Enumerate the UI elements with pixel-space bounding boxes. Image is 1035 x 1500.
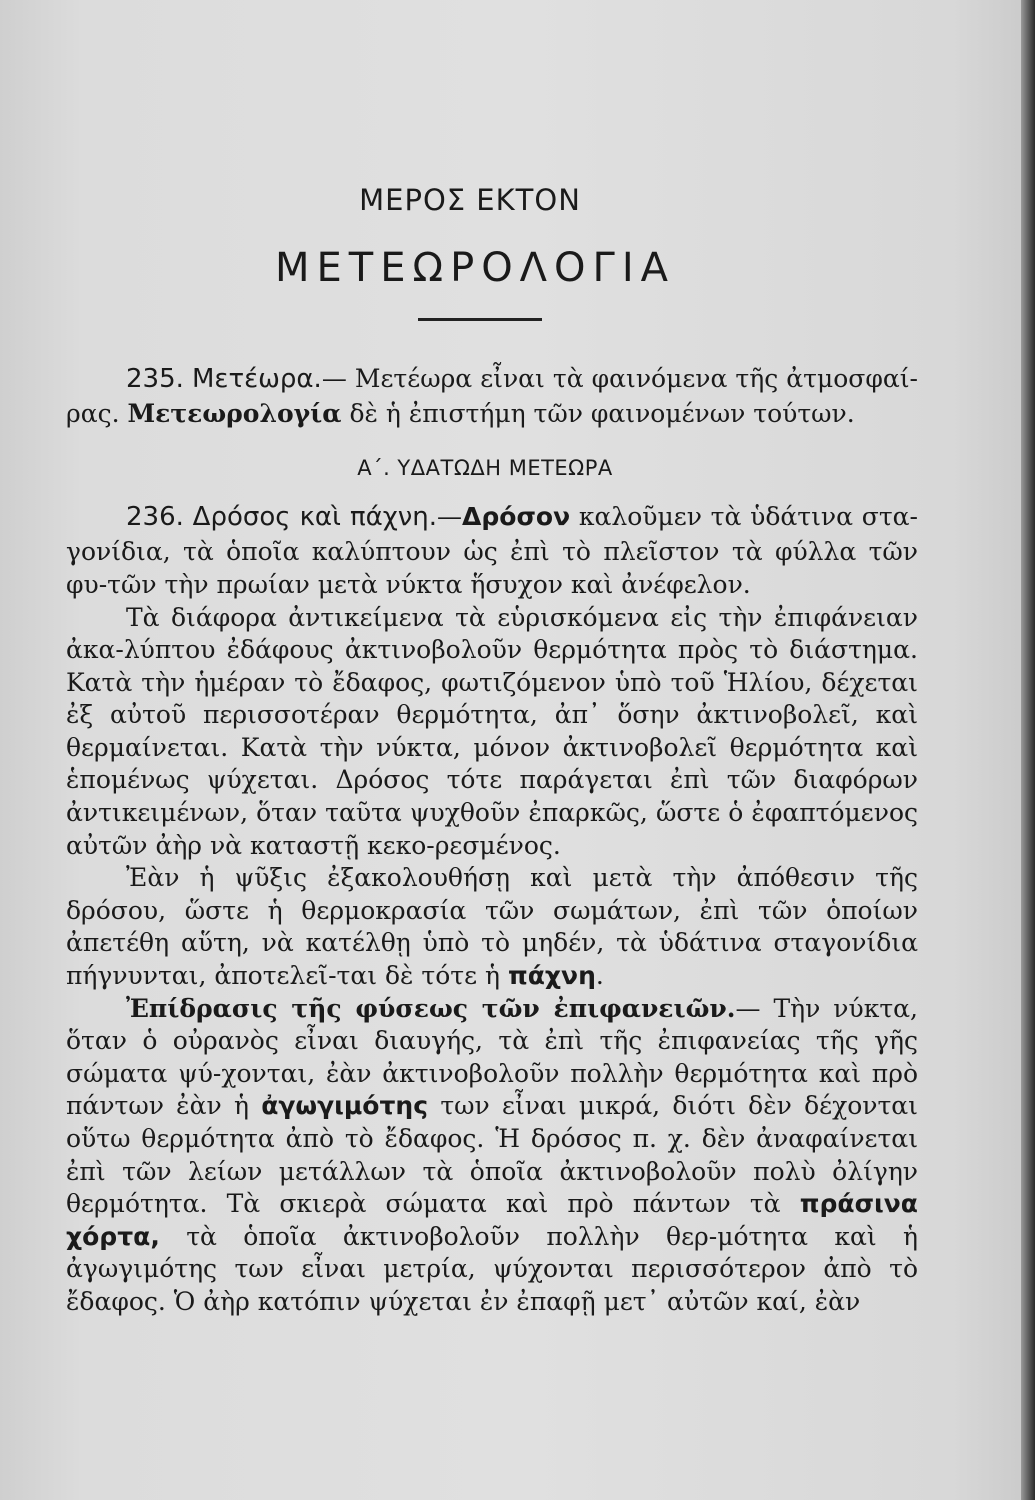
paragraph-frost [66, 862, 918, 992]
paragraph-text: καλοῦμεν τὰ ὑδάτινα στα-γονίδια, τὰ ὁποῖα καλύπτουν ὡς ἐπὶ τὸ πλεῖστον τὰ φύλλα τῶν φυ-τῶν τὴν πρωίαν μετὰ νύκτα ἥσυχον καὶ ἀνέφελον. [66, 502, 918, 599]
term-green-grass: πράσινα χόρτα, [66, 1189, 918, 1251]
paragraph-235 [66, 362, 918, 430]
paragraph-radiation: Τὰ διάφορα ἀντικείμενα τὰ εὑρισκόμενα εἰς τὴν ἐπιφάνειαν ἀκα-λύπτου ἐδάφους ἀκτινοβολοῦν θερμότητα πρὸς τὸ διάστημα. Κατὰ τὴν ἡμέραν τὸ ἔδαφος, φωτιζόμενον ὑπὸ τοῦ Ἡλίου, δέχεται ἐξ αὐτοῦ περισσοτέραν θερμότητα, ἀπ᾿ ὅσην ἀκτινοβολεῖ, καὶ θερμαίνεται. Κατὰ τὴν νύκτα, μόνον ἀκτινοβολεῖ θερμότητα καὶ ἑπομένως ψύχεται. Δρόσος τότε παράγεται ἐπὶ τῶν διαφόρων ἀντικειμένων, ὅταν ταῦτα ψυχθοῦν ἐπαρκῶς, ὥστε ὁ ἐφαπτόμενος αὐτῶν ἀὴρ νὰ καταστῇ κεκο-ρεσμένος. [66, 602, 918, 860]
page-edge-shadow [1021, 0, 1035, 1500]
term-meteorology: Μετεωρολογία [127, 398, 342, 428]
paragraph-number: 235. [126, 364, 184, 394]
main-title: ΜΕΤΕΩΡΟΛΟΓΙΑ [275, 245, 675, 291]
term-dew: Δρόσον [462, 502, 571, 531]
paragraph-number: 236. [126, 502, 184, 532]
paragraph-title: Δρόσος καὶ πάχνη. [192, 502, 438, 532]
term-conductivity: ἀγωγιμότης [261, 1091, 429, 1121]
paragraph-text: των εἶναι μικρά, διότι δὲν δέχονται οὕτω θερμότητα ἀπὸ τὸ ἔδαφος. Ἡ δρόσος π. χ. δὲν ἀναφαίνεται ἐπὶ τῶν λείων μετάλλων τὰ ὁποῖα ἀκτινοβολοῦν πολὺ ὀλίγην θερμότητα. Τὰ σκιερὰ σώματα καὶ πρὸ πάντων τὰ [66, 1091, 918, 1219]
paragraph-text: — Μετέωρα εἶναι τὰ φαινόμενα τῆς ἀτμοσφαί-ρας. [66, 364, 918, 428]
part-title: ΜΕΡΟΣ ΕΚΤΟΝ [359, 183, 581, 217]
term-frost: πάχνη [507, 961, 596, 991]
dash: — [437, 502, 463, 531]
paragraph-text: τὰ ὁποῖα ἀκτινοβολοῦν πολλὴν θερ-μότητα καὶ ἡ ἀγωγιμότης των εἶναι μετρία, ψύχονται περισσότερον ἀπὸ τὸ ἔδαφος. Ὁ ἀὴρ κατόπιν ψύχεται ἐν ἐπαφῇ μετ᾿ αὐτῶν καί, ἐὰν [66, 1221, 918, 1316]
paragraph-236 [66, 500, 918, 1319]
paragraph-text: Ἐὰν ἡ ψῦξις ἐξακολουθήσῃ καὶ μετὰ τὴν ἀπόθεσιν τῆς δρόσου, ὥστε ἡ θερμοκρασία τῶν σωμάτων, ἐπὶ τῶν ὁποίων ἀπετέθη αὕτη, νὰ κατέλθῃ ὑπὸ τὸ μηδέν, τὰ ὑδάτινα σταγονίδια πήγνυνται, ἀποτελεῖ-ται δὲ τότε ἡ [66, 863, 918, 991]
paragraph-heading: Ἐπίδρασις τῆς φύσεως τῶν ἐπιφανειῶν. [126, 993, 736, 1023]
paragraph-text: δὲ ἡ ἐπιστήμη τῶν φαινομένων τούτων. [349, 398, 855, 428]
section-heading: Α΄. ΥΔΑΤΩΔΗ ΜΕΤΕΩΡΑ [357, 456, 613, 480]
period: . [595, 961, 604, 991]
paragraph-text: — Τὴν νύκτα, ὅταν ὁ οὐρανὸς εἶναι διαυγής, τὰ ἐπὶ τῆς ἐπιφανείας τῆς γῆς σώματα ψύ-χονται, ἐὰν ἀκτινοβολοῦν πολλὴν θερμότητα καὶ πρὸ πάντων ἐὰν ἡ [66, 993, 918, 1121]
paragraph-title: Μετέωρα. [191, 364, 322, 394]
title-divider [418, 318, 542, 321]
paragraph-surface-effect [66, 993, 918, 1319]
